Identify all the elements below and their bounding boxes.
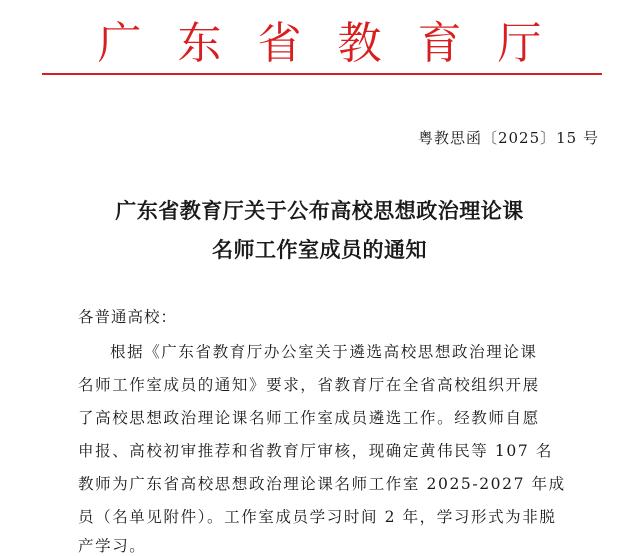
body-line: 根据《广东省教育厅办公室关于遴选高校思想政治理论课 <box>110 343 538 361</box>
document-number: 粤教思函〔2025〕15 号 <box>417 129 599 147</box>
masthead-org-name: 广东省教育厅 <box>97 18 578 69</box>
notice-title-line-2: 名师工作室成员的通知 <box>212 237 427 262</box>
notice-title-line-1: 广东省教育厅关于公布高校思想政治理论课 <box>115 198 524 223</box>
body-line: 产学习。 <box>78 537 147 555</box>
body-line: 申报、高校初审推荐和省教育厅审核，现确定黄伟民等 107 名 <box>78 442 553 460</box>
salutation: 各普通高校： <box>78 308 178 326</box>
body-line: 教师为广东省高校思想政治理论课名师工作室 2025-2027 年成 <box>78 475 566 493</box>
red-divider <box>42 73 602 75</box>
body-line: 员（名单见附件）。工作室成员学习时间 2 年，学习形式为非脱 <box>78 508 557 526</box>
body-line: 了高校思想政治理论课名师工作室成员遴选工作。经教师自愿 <box>78 409 540 427</box>
body-line: 名师工作室成员的通知》要求，省教育厅在全省高校组织开展 <box>78 376 540 394</box>
